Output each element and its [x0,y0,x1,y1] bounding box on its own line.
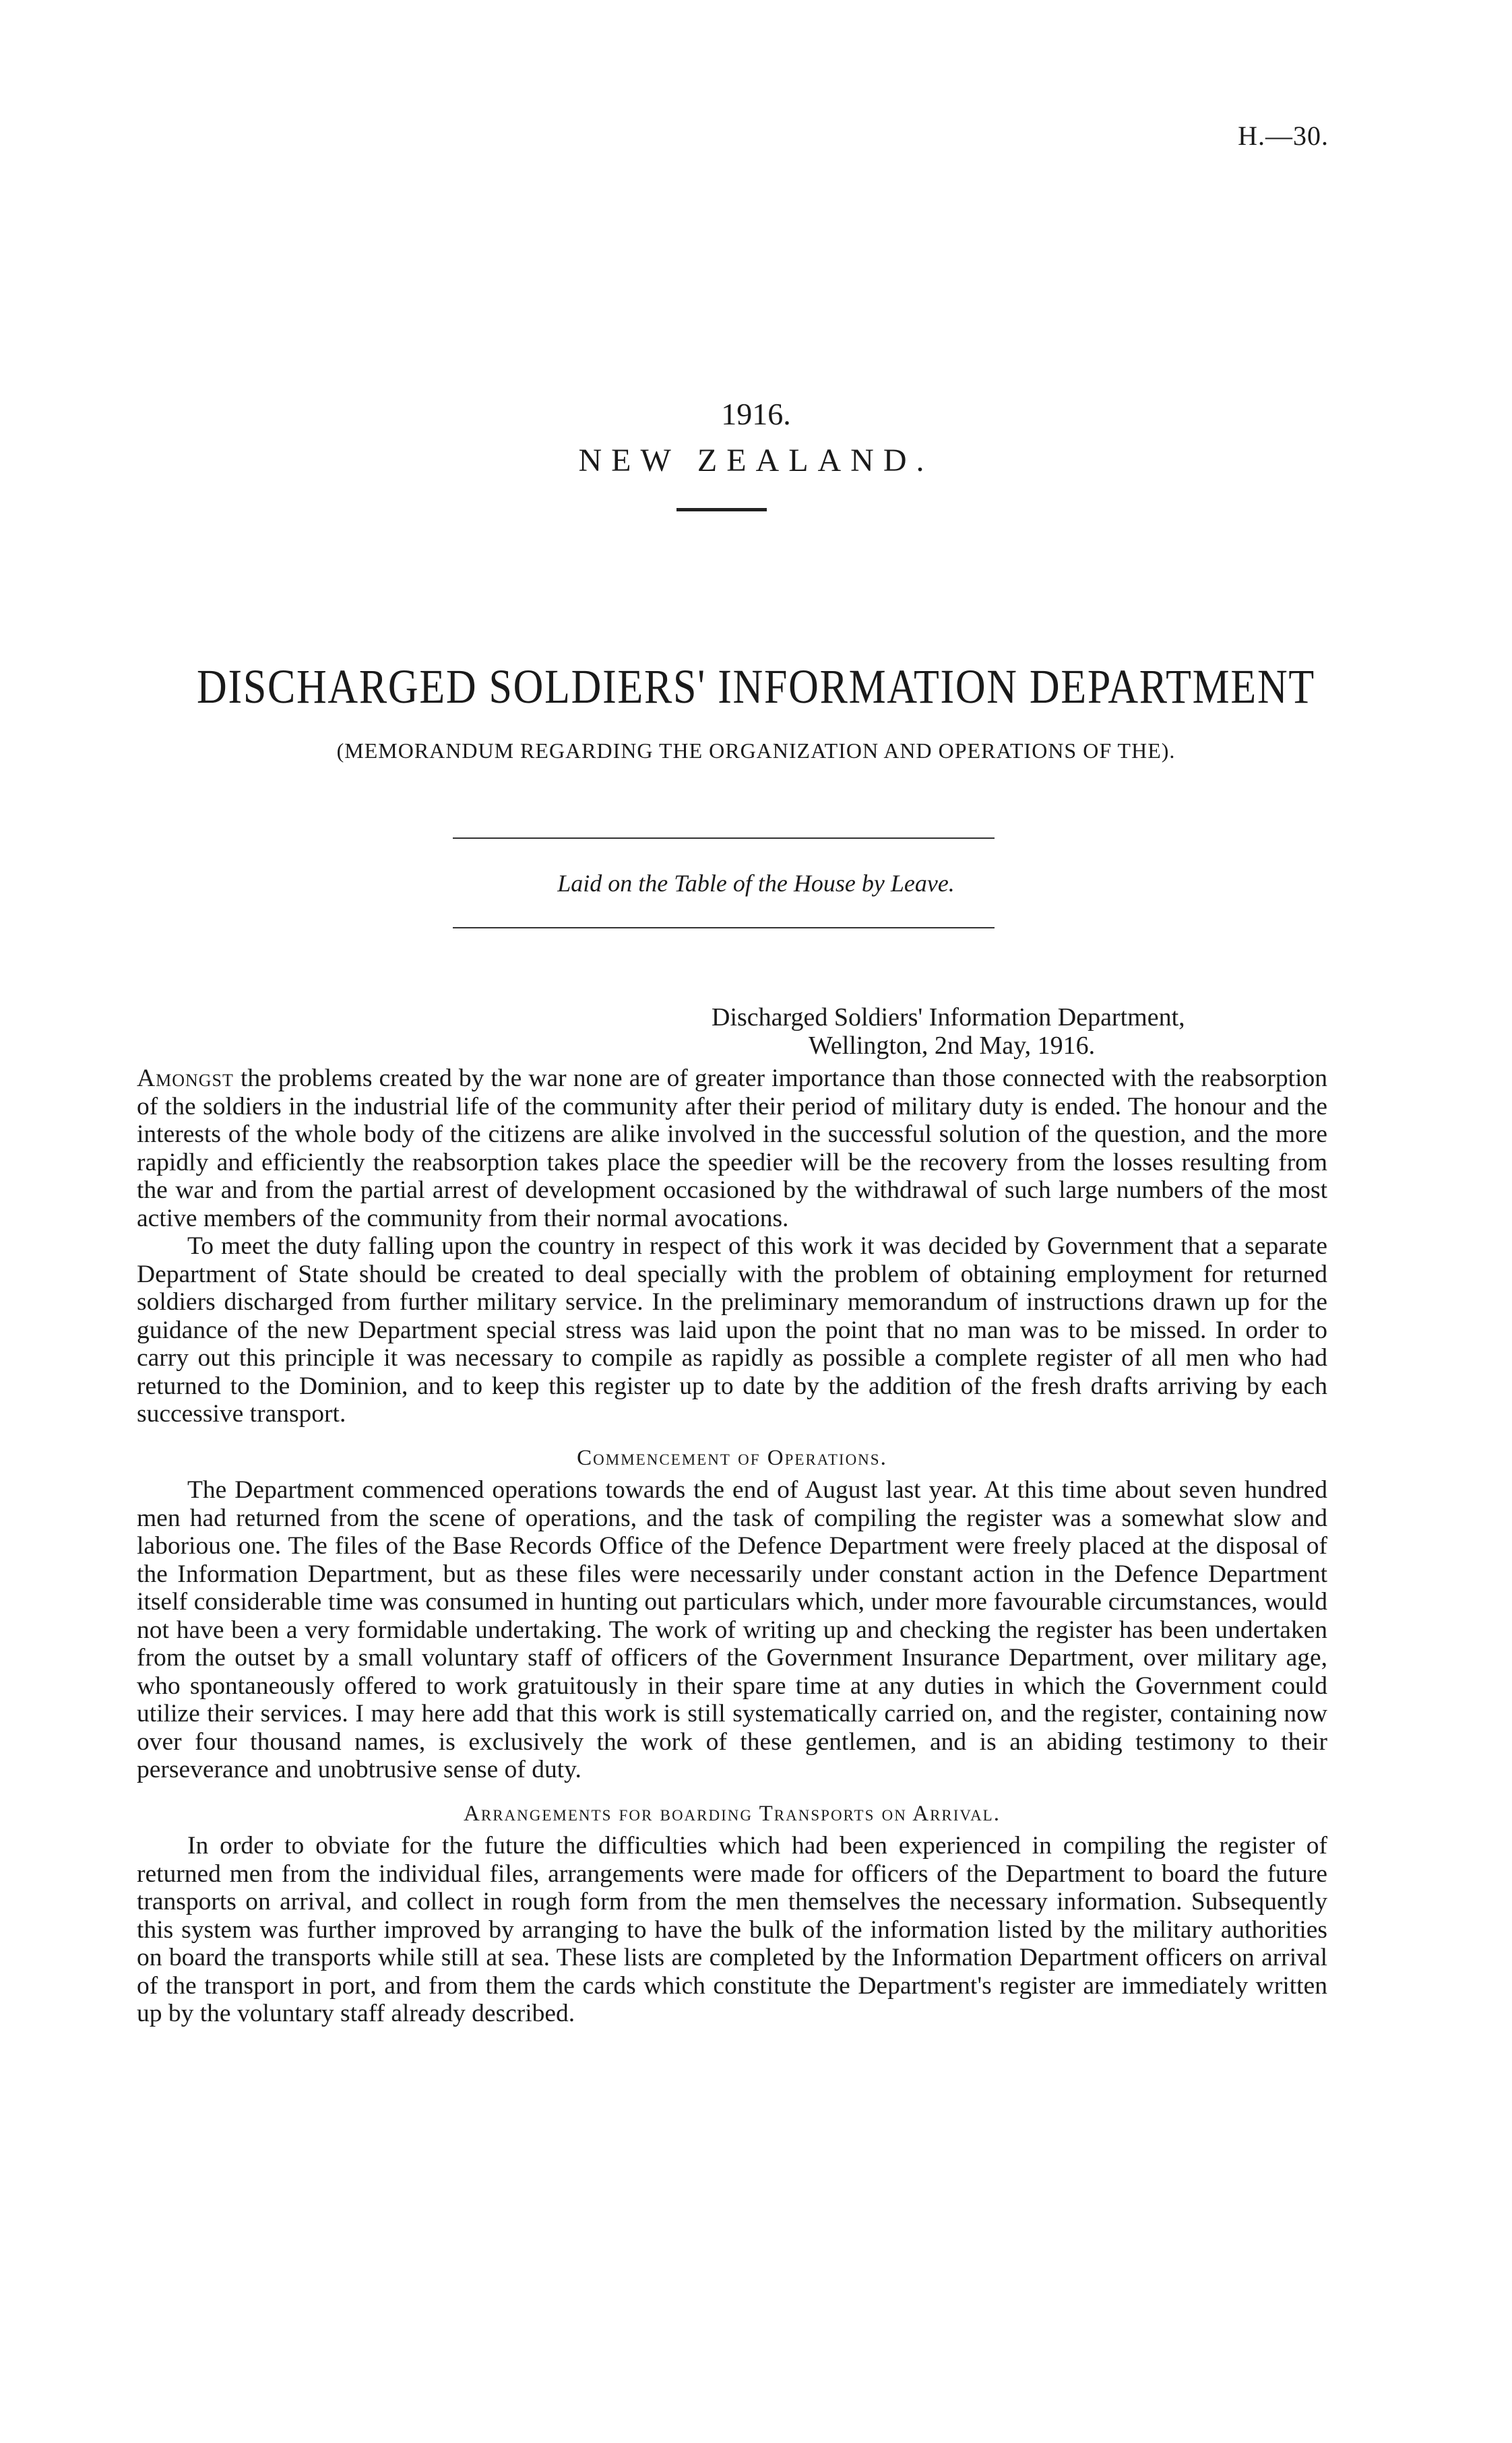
paragraph-1-text: the problems created by the war none are of greater importance than those connected with the reabsorption of the soldiers in the industrial life of the community after their period of military duty is ended. The honour and the interests of the whole body of the citizens are alike involved in the successful solution of the question, and the more rapidly and efficiently the reabsorption takes place the speedier will be the recovery from the losses resulting from the war and from the partial arrest of development occasioned by the withdrawal of such large numbers of the most active members of the community from their normal avocations. [137,1065,1327,1232]
rule-above-laid [453,837,995,839]
page-subtitle: (MEMORANDUM REGARDING THE ORGANIZATION AND OPERATIONS OF THE). [336,738,1176,763]
page-title: DISCHARGED SOLDIERS' INFORMATION DEPARTMENT [197,660,1315,713]
title-divider [676,508,767,511]
paragraph-3: The Department commenced operations towards the end of August last year. At this time about seven hundred men had returned from the scene of operations, and the task of compiling the register was a somewhat slow and laborious one. The files of the Base Records Office of the Defence Department were freely placed at the disposal of the Information Department, but as these files were necessarily under constant action in the Defence Department itself considerable time was consumed in hunting out particulars which, under more favourable circumstances, would not have been a very formidable undertaking. The work of writing up and checking the register has been undertaken from the outset by a small voluntary staff of officers of the Government Insurance Department, over military age, who spontaneously offered to work gratuitously in their spare time at any duties in which the Government could utilize their services. I may here add that this work is still systematically carried on, and the register, containing now over four thousand names, is exclusively the work of these gentlemen, and is an abiding testimony to their perseverance and unobtrusive sense of duty. [137,1476,1327,1783]
paragraph-2: To meet the duty falling upon the country in respect of this work it was decided by Government that a separate Department of State should be created to deal specially with the problem of obtaining employment for returned soldiers discharged from further military service. In the preliminary memorandum of instructions drawn up for the guidance of the new Department special stress was laid upon the point that no man was to be missed. In order to carry out this principle it was necessary to compile as rapidly as possible a complete register of all men who had returned to the Dominion, and to keep this register up to date by the addition of the fresh drafts arriving by each successive transport. [137,1232,1327,1428]
sender-place-date: Wellington, 2nd May, 1916. [809,1032,1096,1060]
sender-address-line: Discharged Soldiers' Information Department, [712,1003,1185,1032]
section-heading-commencement: Commencement of Operations. [577,1445,887,1470]
page-reference: H.—30. [1238,121,1329,151]
paragraph-1 [137,1065,1327,1232]
document-country: NEW ZEALAND. [578,443,934,478]
rule-below-laid [453,927,995,928]
section-heading-arrangements: Arrangements for boarding Transports on Arrival. [464,1801,1001,1826]
document-year: 1916. [721,397,791,431]
paragraph-1-lead-word: Amongst [137,1065,234,1092]
laid-on-table-note: Laid on the Table of the House by Leave. [557,870,955,897]
paragraph-4: In order to obviate for the future the difficulties which had been experienced in compiling the register of returned men from the individual files, arrangements were made for officers of the Department to board the future transports on arrival, and collect in rough form from the men themselves the necessary information. Subsequently this system was further improved by arranging to have the bulk of the information listed by the military authorities on board the transports while still at sea. These lists are completed by the Information Department officers on arrival of the transport in port, and from them the cards which constitute the Department's register are immediately written up by the voluntary staff already described. [137,1832,1327,2027]
memorandum-body [137,1065,1327,2028]
